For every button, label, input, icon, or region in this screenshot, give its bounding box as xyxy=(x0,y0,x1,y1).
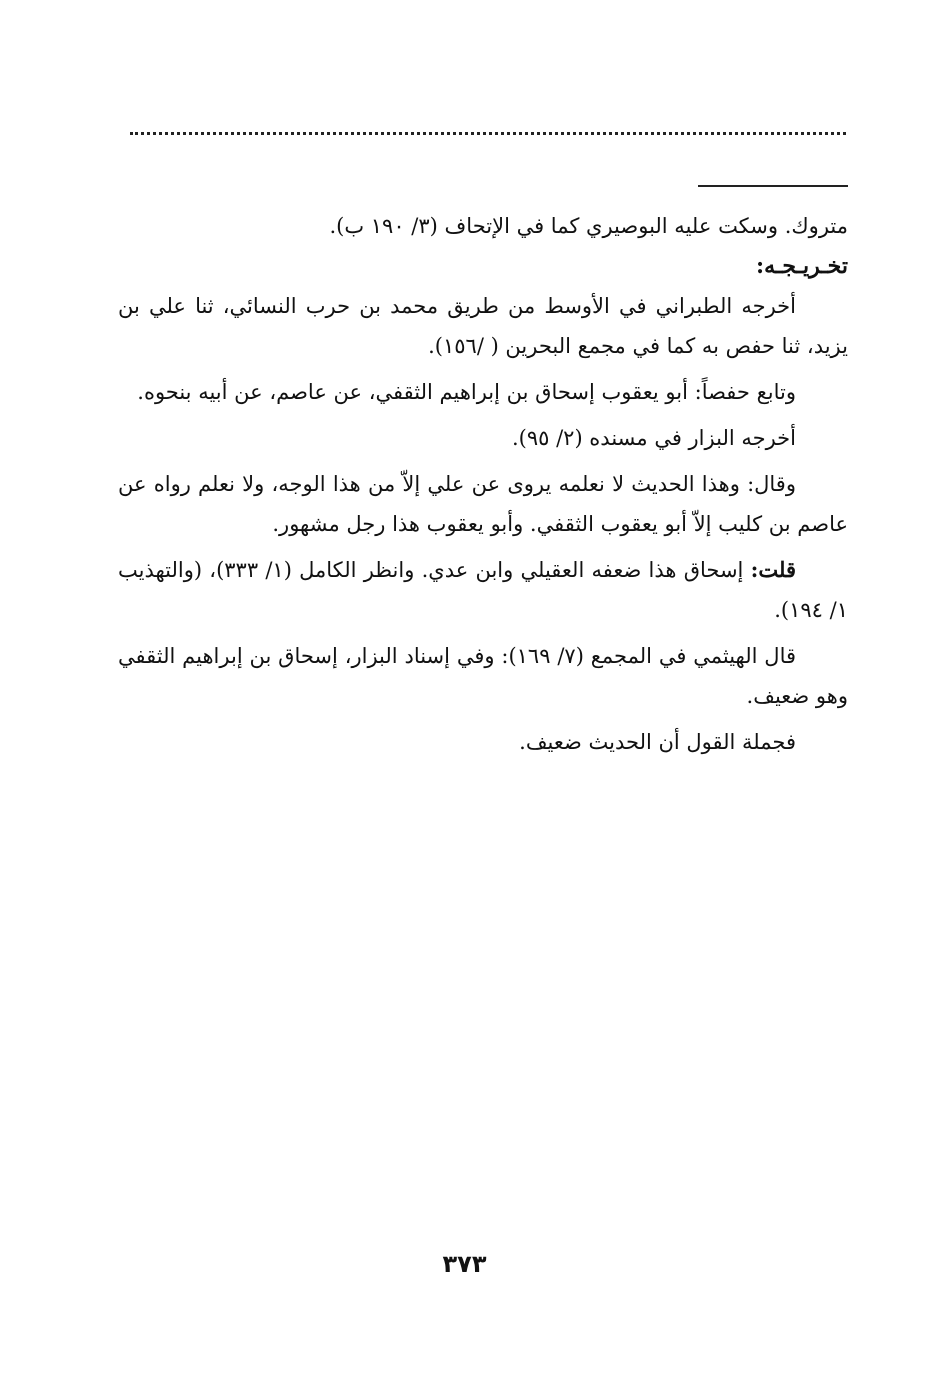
page-number: ٣٧٣ xyxy=(442,1250,487,1278)
paragraph-conclusion: فجملة القول أن الحديث ضعيف. xyxy=(519,730,796,754)
paragraph-qultu xyxy=(118,550,848,630)
paragraph-haythami: قال الهيثمي في المجمع (٧/ ١٦٩): وفي إسناد البزار، إسحاق بن إبراهيم الثقفي وهو ضعيف. xyxy=(118,644,848,708)
paragraph-mutaba: وتابع حفصاً: أبو يعقوب إسحاق بن إبراهيم الثقفي، عن عاصم، عن أبيه بنحوه. xyxy=(137,380,796,404)
page-body xyxy=(118,206,848,762)
qultu-label: قلت: xyxy=(750,557,796,582)
section-heading: تخـريـجـه: xyxy=(755,253,848,279)
paragraph-bazzar-quote: وقال: وهذا الحديث لا نعلمه يروى عن علي إلاّ من هذا الوجه، ولا نعلم رواه عن عاصم بن كليب إلاّ أبو يعقوب الثقفي. وأبو يعقوب هذا رجل مشهور. xyxy=(118,472,848,536)
dotted-separator xyxy=(130,132,846,135)
qultu-text: إسحاق هذا ضعفه العقيلي وابن عدي. وانظر الكامل (١/ ٣٣٣)، (والتهذيب ١/ ١٩٤). xyxy=(118,558,848,622)
paragraph-bazzar: أخرجه البزار في مسنده (٢/ ٩٥). xyxy=(511,426,796,450)
footnote-continuation: متروك. وسكت عليه البوصيري كما في الإتحاف (٣/ ١٩٠ ب). xyxy=(329,214,848,238)
footnote-rule xyxy=(698,185,848,187)
paragraph-tabarani: أخرجه الطبراني في الأوسط من طريق محمد بن حرب النسائي، ثنا علي بن يزيد، ثنا حفص به كما في مجمع البحرين ( /١٥٦). xyxy=(118,294,848,358)
